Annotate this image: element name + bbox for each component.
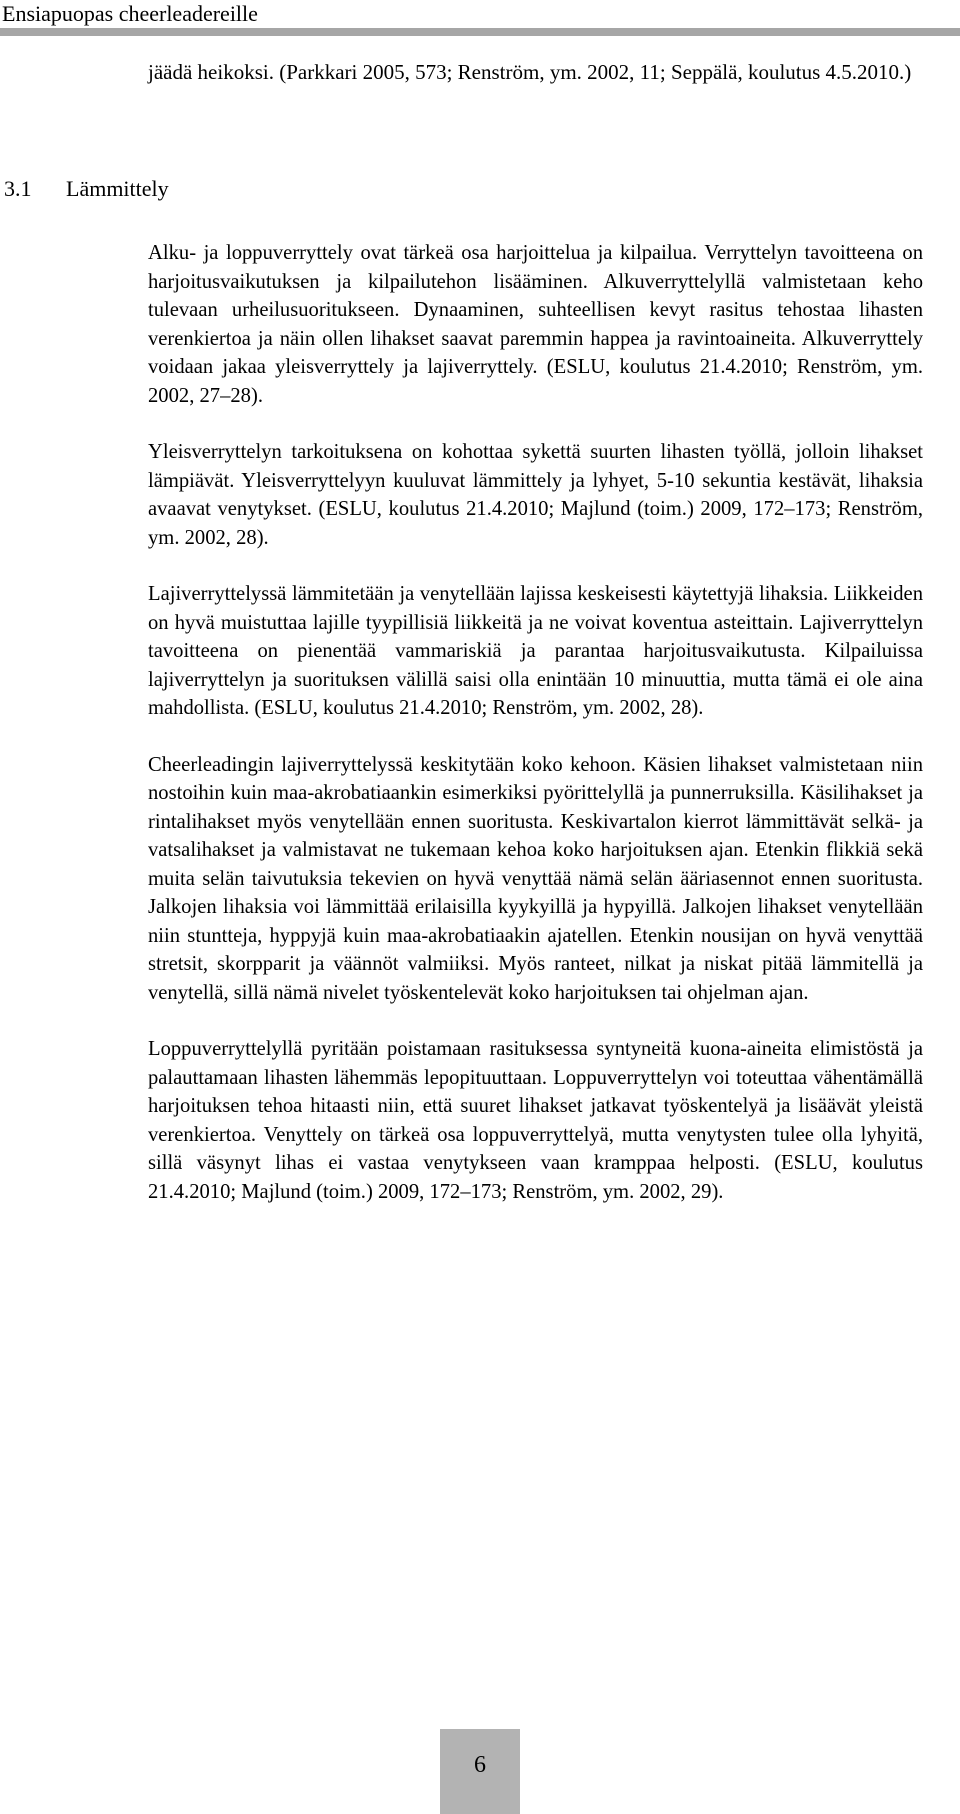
section-body — [148, 239, 923, 1234]
paragraph-warmup-intro: Alku- ja loppuverryttely ovat tärkeä osa harjoittelua ja kilpailua. Verryttelyn tavoitteena on harjoitusvaikutuksen ja kilpailutehon lisääminen. Alkuverryttelyllä valmistetaan keho tulevaan urheilusuoritukseen. Dynaaminen, suhteellisen kevyt rasitus tehostaa lihasten verenkiertoa ja näin ollen lihakset saavat paremmin happea ja ravintoaineita. Alkuverryttely voidaan jakaa yleisverryttely ja lajiverryttely. (ESLU, koulutus 21.4.2010; Renström, ym. 2002, 27–28). — [148, 242, 923, 407]
paragraph-cheerleading-warmup: Cheerleadingin lajiverryttelyssä keskitytään koko kehoon. Käsien lihakset valmistetaan niin nostoihin kuin maa-akrobatiaankin esimerkiksi pyörittelyllä ja punnerruksilla. Käsilihakset ja rintalihakset myös venytellään ennen suoritusta. Keskivartalon kierrot lämmittävät selkä- ja vatsalihakset ja valmistavat ne tukemaan kehoa koko harjoituksen ajan. Etenkin flikkiä sekä muita selän taivutuksia tekevien on hyvä venyttää nämä selän ääriasennot ennen suoritusta. Jalkojen lihaksia voi lämmittää erilaisilla kyykyillä ja hypyillä. Jalkojen lihakset venytellään niin stuntteja, hyppyjä kuin maa-akrobatiaakin ajatellen. Etenkin nousijan on hyvä venyttää stretsit, skorpparit ja väännöt valmiiksi. Myös ranteet, nilkat ja niskat pitää lämmitellä ja venytellä, sillä nämä nivelet työskentelevät koko harjoituksen tai ohjelman ajan. — [148, 753, 923, 1004]
paragraph-cooldown: Loppuverryttelyllä pyritään poistamaan rasituksessa syntyneitä kuona-aineita elimistöstä ja palauttamaan lihasten lähemmäs lepopituuttaan. Loppuverryttelyn voi toteuttaa vähentämällä harjoituksen tehoa hitaasti niin, että suuret lihakset jatkavat työskentelyä ja lisäävät yleistä verenkiertoa. Venyttely on tärkeä osa loppuverryttelyä, mutta venytysten tulee olla lyhyitä, sillä väsynyt lihas ei vastaa venytykseen vaan kramppaa helposti. (ESLU, koulutus 21.4.2010; Majlund (toim.) 2009, 172–173; Renström, ym. 2002, 29). — [148, 1038, 923, 1203]
paragraph-sport-specific-warmup: Lajiverryttelyssä lämmitetään ja venytellään lajissa keskeisesti käytettyjä lihaksia. Liikkeiden on hyvä muistuttaa lajille tyypillisiä liikkeitä ja ne voivat koventua asteittain. Lajiverryttelyn tavoitteena on pienentää vammariskiä ja parantaa harjoitusvaikutusta. Kilpailuissa lajiverryttelyn ja suorituksen välillä saisi olla enintään 10 minuuttia, mutta tämä ei ole aina mahdollista. (ESLU, koulutus 21.4.2010; Renström, ym. 2002, 28). — [148, 583, 923, 719]
section-heading — [4, 175, 169, 203]
page-number-box — [440, 1729, 520, 1814]
page-header — [0, 0, 960, 32]
document-title: Ensiapuopas cheerleadereille — [2, 1, 258, 26]
section-number: 3.1 — [4, 176, 32, 201]
header-rule — [0, 28, 960, 36]
page-number: 6 — [474, 1752, 486, 1778]
continued-paragraph: jäädä heikoksi. (Parkkari 2005, 573; Renström, ym. 2002, 11; Seppälä, koulutus 4.5.2010.) — [148, 60, 912, 84]
section-title: Lämmittely — [66, 176, 169, 201]
paragraph-general-warmup: Yleisverryttelyn tarkoituksena on kohottaa sykettä suurten lihasten työllä, jolloin lihakset lämpiävät. Yleisverryttelyyn kuuluvat lämmittely ja lyhyet, 5-10 sekuntia kestävät, lihaksia avaavat venytykset. (ESLU, koulutus 21.4.2010; Majlund (toim.) 2009, 172–173; Renström, ym. 2002, 28). — [148, 441, 923, 549]
